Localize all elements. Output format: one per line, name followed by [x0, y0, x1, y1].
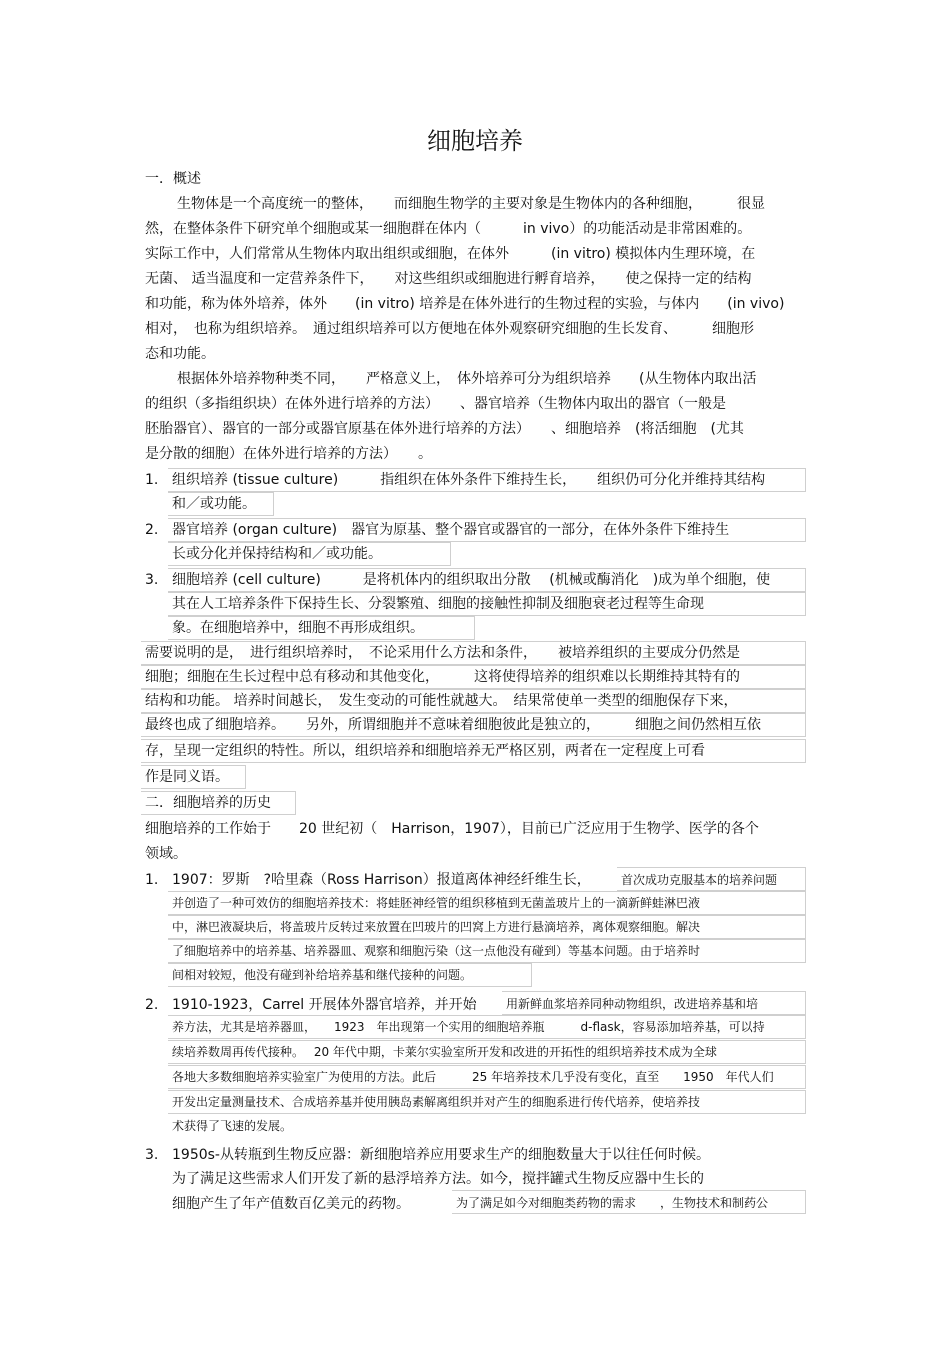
list-item-text: 为了满足如今对细胞类药物的需求 ，生物技术和制药公	[456, 1196, 769, 1210]
list-number: 3.	[145, 1147, 159, 1163]
list-item-text: 并创造了一种可效仿的细胞培养技术：将蛙胚神经管的组织移植到无菌盖玻片上的一滴新鲜蛙淋巴液	[172, 896, 701, 910]
list-item-text: 各地大多数细胞培养实验室广为使用的方法。此后 25 年培养技术几乎没有变化，直至 1950 年代人们	[172, 1070, 774, 1084]
list-item-text: 1910-1923，Carrel 开展体外器官培养，并开始	[172, 997, 477, 1013]
paragraph-line: 最终也成了细胞培养。 另外，所谓细胞并不意味着细胞彼此是独立的， 细胞之间仍然相互依	[145, 717, 761, 733]
list-item-text: 开发出定量测量技术、合成培养基并使用胰岛素解离组织并对产生的细胞系进行传代培养，使培养技	[172, 1095, 701, 1109]
list-item-text: 1907：罗斯 ?哈里森（Ross Harrison）报道离体神经纤维生长，	[172, 872, 591, 888]
paragraph-line: 作是同义语。	[145, 769, 229, 785]
list-number: 2.	[145, 522, 159, 538]
paragraph-line: 根据体外培养物种类不同， 严格意义上， 体外培养可分为组织培养 (从生物体内取出活	[177, 371, 757, 387]
paragraph-line: 结构和功能。 培养时间越长， 发生变动的可能性就越大。 结果常使单一类型的细胞保存下来，	[145, 693, 738, 709]
list-item-text: 续培养数周再传代接种。 20 年代中期，卡莱尔实验室所开发和改进的开拓性的组织培养技术成为全球	[172, 1045, 717, 1059]
list-item-text: 细胞产生了年产值数百亿美元的药物。	[172, 1196, 410, 1212]
list-item-text: 首次成功克服基本的培养问题	[621, 873, 778, 887]
list-item-text: 间相对较短，他没有碰到补给培养基和继代接种的问题。	[172, 968, 473, 982]
list-item-text: 器官培养 (organ culture) 器官为原基、整个器官或器官的一部分，在体外条件下维持生	[172, 522, 730, 538]
paragraph-line: 领域。	[145, 846, 187, 862]
list-item-text: 了细胞培养中的培养基、培养器皿、观察和细胞污染（这一点他没有碰到）等基本问题。由于培养时	[172, 944, 701, 958]
paragraph-line: 生物体是一个高度统一的整体， 而细胞生物学的主要对象是生物体内的各种细胞， 很显	[177, 196, 765, 212]
paragraph-line: 实际工作中，人们常常从生物体内取出组织或细胞，在体外 (in vitro) 模拟体内生理环境，在	[145, 246, 756, 262]
paragraph-line: 相对， 也称为组织培养。 通过组织培养可以方便地在体外观察研究细胞的生长发育、 细胞形	[145, 321, 754, 337]
list-item-text: 细胞培养 (cell culture) 是将机体内的组织取出分散 (机械或酶消化 )成为单个细胞，使	[172, 572, 771, 588]
section-heading-overview: 一．概述	[145, 171, 201, 187]
list-item-text: 长或分化并保持结构和／或功能。	[172, 546, 382, 562]
paragraph-line: 细胞；细胞在生长过程中总有移动和其他变化， 这将使得培养的组织难以长期维持其特有的	[145, 669, 740, 685]
list-item-text: 术获得了飞速的发展。	[172, 1119, 293, 1133]
paragraph-line: 存，呈现一定组织的特性。所以，组织培养和细胞培养无严格区别，两者在一定程度上可看	[145, 743, 705, 759]
paragraph-line: 态和功能。	[145, 346, 215, 362]
paragraph-line: 是分散的细胞）在体外进行培养的方法） 。	[145, 446, 432, 462]
section-heading-history: 二．细胞培养的历史	[145, 795, 271, 811]
paragraph-line: 和功能，称为体外培养，体外 (in vitro) 培养是在体外进行的生物过程的实验，与体内 (in vivo)	[145, 296, 785, 312]
list-item-text: 象。在细胞培养中，细胞不再形成组织。	[172, 620, 424, 636]
paragraph-line: 胚胎器官）、器官的一部分或器官原基在体外进行培养的方法） 、细胞培养 (将活细胞 (尤其	[145, 421, 744, 437]
paragraph-line: 无菌、 适当温度和一定营养条件下， 对这些组织或细胞进行孵育培养， 使之保持一定的结构	[145, 271, 752, 287]
list-item-text: 中，淋巴液凝块后，将盖玻片反转过来放置在凹玻片的凹窝上方进行悬滴培养，离体观察细胞。解决	[172, 920, 701, 934]
paragraph-line: 然，在整体条件下研究单个细胞或某一细胞群在体内（ in vivo）的功能活动是非常困难的。	[145, 221, 752, 237]
list-number: 2.	[145, 997, 159, 1013]
list-item-text: 和／或功能。	[172, 496, 256, 512]
list-item-text: 组织培养 (tissue culture) 指组织在体外条件下维持生长， 组织仍可分化并维持其结构	[172, 472, 766, 488]
list-item-text: 养方法，尤其是培养器皿， 1923 年出现第一个实用的细胞培养瓶 d-flask，容易添加培养基，可以持	[172, 1020, 765, 1034]
list-number: 1.	[145, 872, 159, 888]
list-item-text: 为了满足这些需求人们开发了新的悬浮培养方法。如今，搅拌罐式生物反应器中生长的	[172, 1171, 704, 1187]
list-item-text: 用新鲜血浆培养同种动物组织，改进培养基和培	[506, 997, 759, 1011]
paragraph-line: 的组织（多指组织块）在体外进行培养的方法） 、器官培养（生物体内取出的器官（一般是	[145, 396, 726, 412]
paragraph-line: 需要说明的是， 进行组织培养时， 不论采用什么方法和条件， 被培养组织的主要成分仍然是	[145, 645, 740, 661]
list-number: 3.	[145, 572, 159, 588]
list-number: 1.	[145, 472, 159, 488]
list-item-text: 其在人工培养条件下保持生长、分裂繁殖、细胞的接触性抑制及细胞衰老过程等生命现	[172, 596, 704, 612]
page-title: 细胞培养	[427, 127, 523, 155]
list-item-text: 1950s-从转瓶到生物反应器：新细胞培养应用要求生产的细胞数量大于以往任何时候。	[172, 1147, 710, 1163]
paragraph-line: 细胞培养的工作始于 20 世纪初（ Harrison，1907），目前已广泛应用于生物学、医学的各个	[145, 821, 759, 837]
